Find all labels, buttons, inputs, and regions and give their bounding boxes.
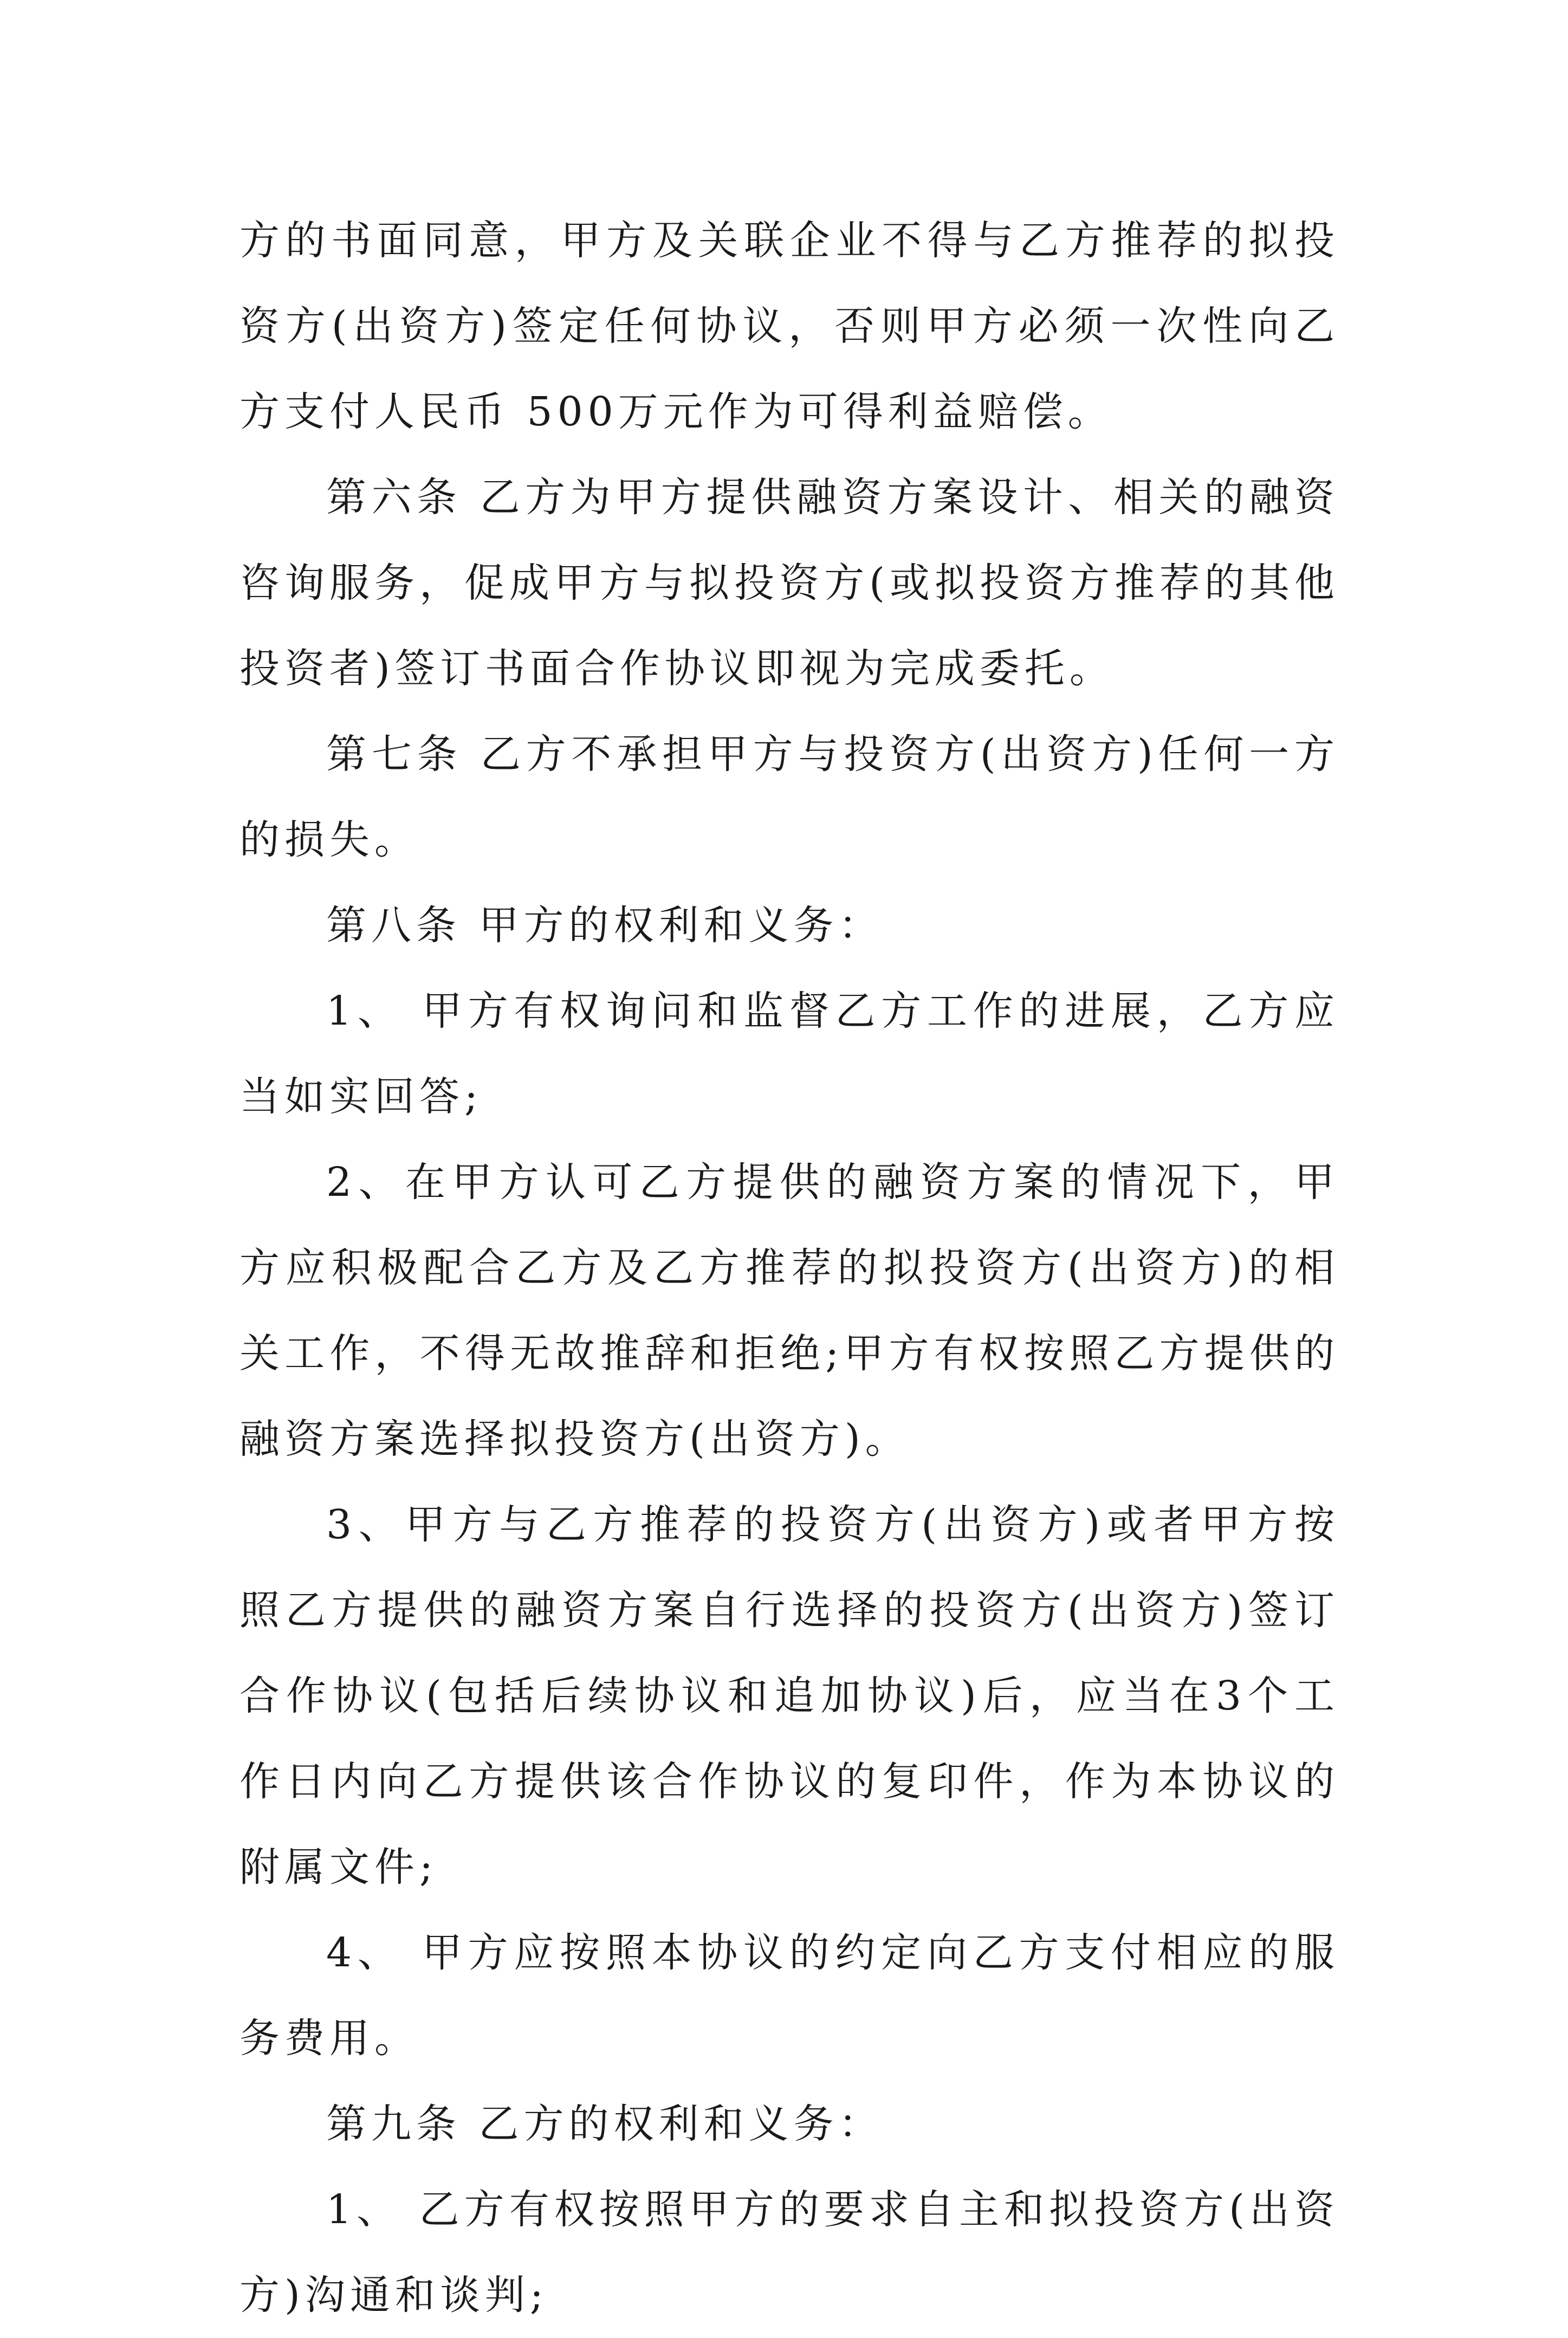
paragraph-article-8-item-2: 2、在甲方认可乙方提供的融资方案的情况下，甲方应积极配合乙方及乙方推荐的拟投资方(出资方)的相关工作，不得无故推辞和拒绝;甲方有权按照乙方提供的融资方案选择拟投资方(出资方)。 <box>239 1159 1339 1462</box>
paragraph-article-8-heading: 第八条 甲方的权利和义务： <box>326 902 884 949</box>
paragraph-article-8-item-1: 1、 甲方有权询问和监督乙方工作的进展，乙方应当如实回答; <box>239 988 1339 1120</box>
paragraph-article-9-heading: 第九条 乙方的权利和义务： <box>326 2101 884 2147</box>
paragraph-article-8-item-3: 3、甲方与乙方推荐的投资方(出资方)或者甲方按照乙方提供的融资方案自行选择的投资方(出资方)签订合作协议(包括后续协议和追加协议)后，应当在3个工作日内向乙方提供该合作协议的复印件，作为本协议的附属文件; <box>239 1501 1339 1890</box>
paragraph-continued: 方的书面同意，甲方及关联企业不得与乙方推荐的拟投资方(出资方)签定任何协议，否则甲方必须一次性向乙方支付人民币 500万元作为可得利益赔偿。 <box>239 217 1339 435</box>
paragraph-article-6: 第六条 乙方为甲方提供融资方案设计、相关的融资咨询服务，促成甲方与拟投资方(或拟投资方推荐的其他投资者)签订书面合作协议即视为完成委托。 <box>239 474 1339 692</box>
paragraph-article-8-item-4: 4、 甲方应按照本协议的约定向乙方支付相应的服务费用。 <box>239 1929 1339 2062</box>
paragraph-article-9-item-1: 1、 乙方有权按照甲方的要求自主和拟投资方(出资方)沟通和谈判; <box>239 2186 1339 2318</box>
document-body <box>239 198 1339 2338</box>
paragraph-article-7: 第七条 乙方不承担甲方与投资方(出资方)任何一方的损失。 <box>239 731 1339 863</box>
